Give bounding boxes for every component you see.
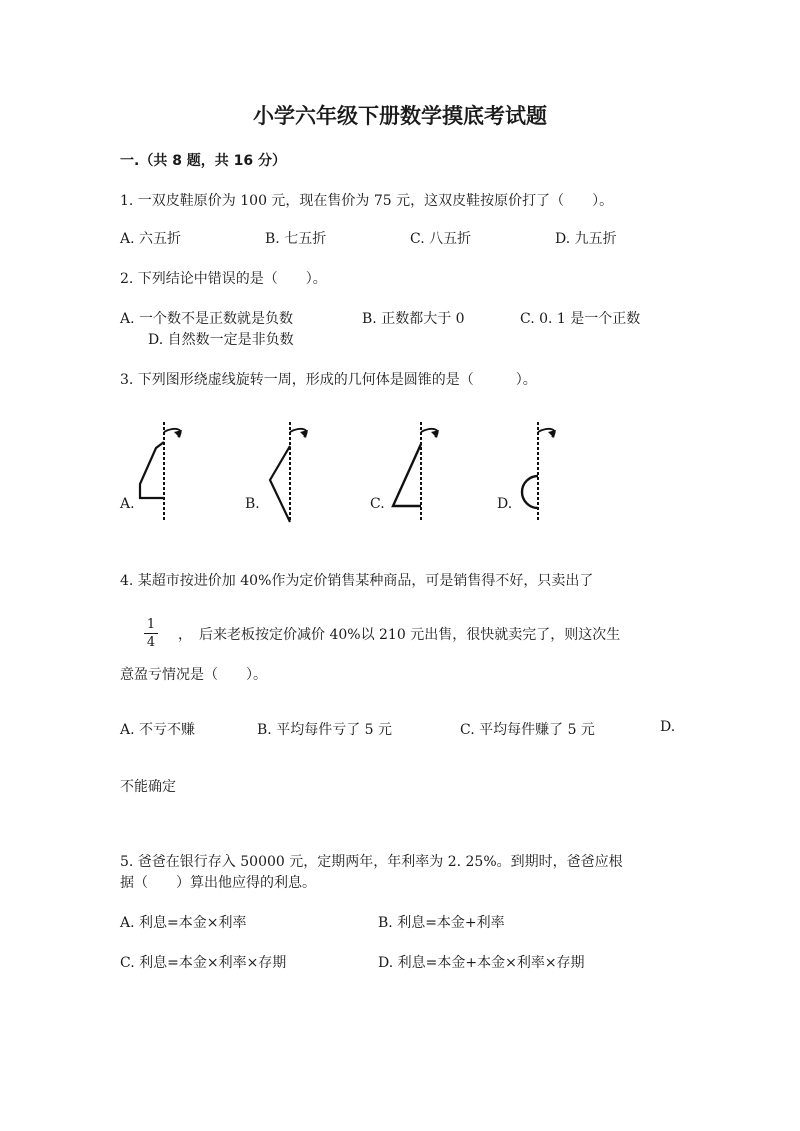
q3-option-d[interactable]: D. bbox=[497, 496, 513, 512]
q1-option-a[interactable]: A. 六五折 bbox=[120, 231, 182, 247]
q3-figure-c bbox=[385, 420, 445, 530]
question-5-line2: 据（ ）算出他应得的利息。 bbox=[120, 875, 316, 891]
q3-figure-b bbox=[258, 420, 318, 530]
q3-figure-a bbox=[130, 420, 190, 530]
q4-fraction-bar bbox=[144, 633, 158, 634]
question-5-line1: 5. 爸爸在银行存入 50000 元，定期两年，年利率为 2. 25%。到期时，爸爸应根 bbox=[120, 854, 623, 870]
q3-figure-d bbox=[510, 420, 570, 530]
q3-option-a[interactable]: A. bbox=[120, 496, 135, 512]
q2-option-d[interactable]: D. 自然数一定是非负数 bbox=[148, 332, 294, 348]
q4-option-d[interactable]: D. bbox=[660, 719, 676, 735]
q2-option-a[interactable]: A. 一个数不是正数就是负数 bbox=[120, 311, 294, 327]
q4-fraction-denominator: 4 bbox=[146, 635, 156, 650]
q3-option-b[interactable]: B. bbox=[245, 496, 260, 512]
q4-option-c[interactable]: C. 平均每件赚了 5 元 bbox=[460, 722, 595, 738]
q1-option-d[interactable]: D. 九五折 bbox=[555, 231, 617, 247]
question-4-line2: ， 后来老板按定价减价 40%以 210 元出售，很快就卖完了，则这次生 bbox=[178, 627, 621, 643]
question-2-text: 2. 下列结论中错误的是（ ）。 bbox=[120, 271, 327, 287]
q5-option-a[interactable]: A. 利息=本金×利率 bbox=[120, 915, 247, 931]
section-heading: 一.（共 8 题，共 16 分） bbox=[120, 153, 287, 169]
q4-fraction-numerator: 1 bbox=[146, 617, 156, 632]
q5-option-b[interactable]: B. 利息=本金+利率 bbox=[378, 915, 505, 931]
question-1-text: 1. 一双皮鞋原价为 100 元，现在售价为 75 元，这双皮鞋按原价打了（ ）。 bbox=[120, 193, 614, 209]
question-4-line1: 4. 某超市按进价加 40%作为定价销售某种商品，可是销售得不好，只卖出了 bbox=[120, 573, 594, 589]
q5-option-d[interactable]: D. 利息=本金+本金×利率×存期 bbox=[378, 955, 585, 971]
q4-option-b[interactable]: B. 平均每件亏了 5 元 bbox=[257, 722, 392, 738]
q4-option-d-text: 不能确定 bbox=[120, 779, 176, 795]
q1-option-c[interactable]: C. 八五折 bbox=[410, 231, 472, 247]
question-3-text: 3. 下列图形绕虚线旋转一周，形成的几何体是圆锥的是（ ）。 bbox=[120, 372, 537, 388]
q4-fraction bbox=[144, 617, 158, 650]
q5-option-c[interactable]: C. 利息=本金×利率×存期 bbox=[120, 955, 287, 971]
page-title: 小学六年级下册数学摸底考试题 bbox=[253, 104, 547, 128]
q4-option-a[interactable]: A. 不亏不赚 bbox=[120, 722, 196, 738]
q2-option-c[interactable]: C. 0. 1 是一个正数 bbox=[520, 311, 641, 327]
q2-option-b[interactable]: B. 正数都大于 0 bbox=[362, 311, 465, 327]
q1-option-b[interactable]: B. 七五折 bbox=[265, 231, 327, 247]
question-4-line3: 意盈亏情况是（ ）。 bbox=[120, 667, 267, 683]
q3-option-c[interactable]: C. bbox=[370, 496, 385, 512]
